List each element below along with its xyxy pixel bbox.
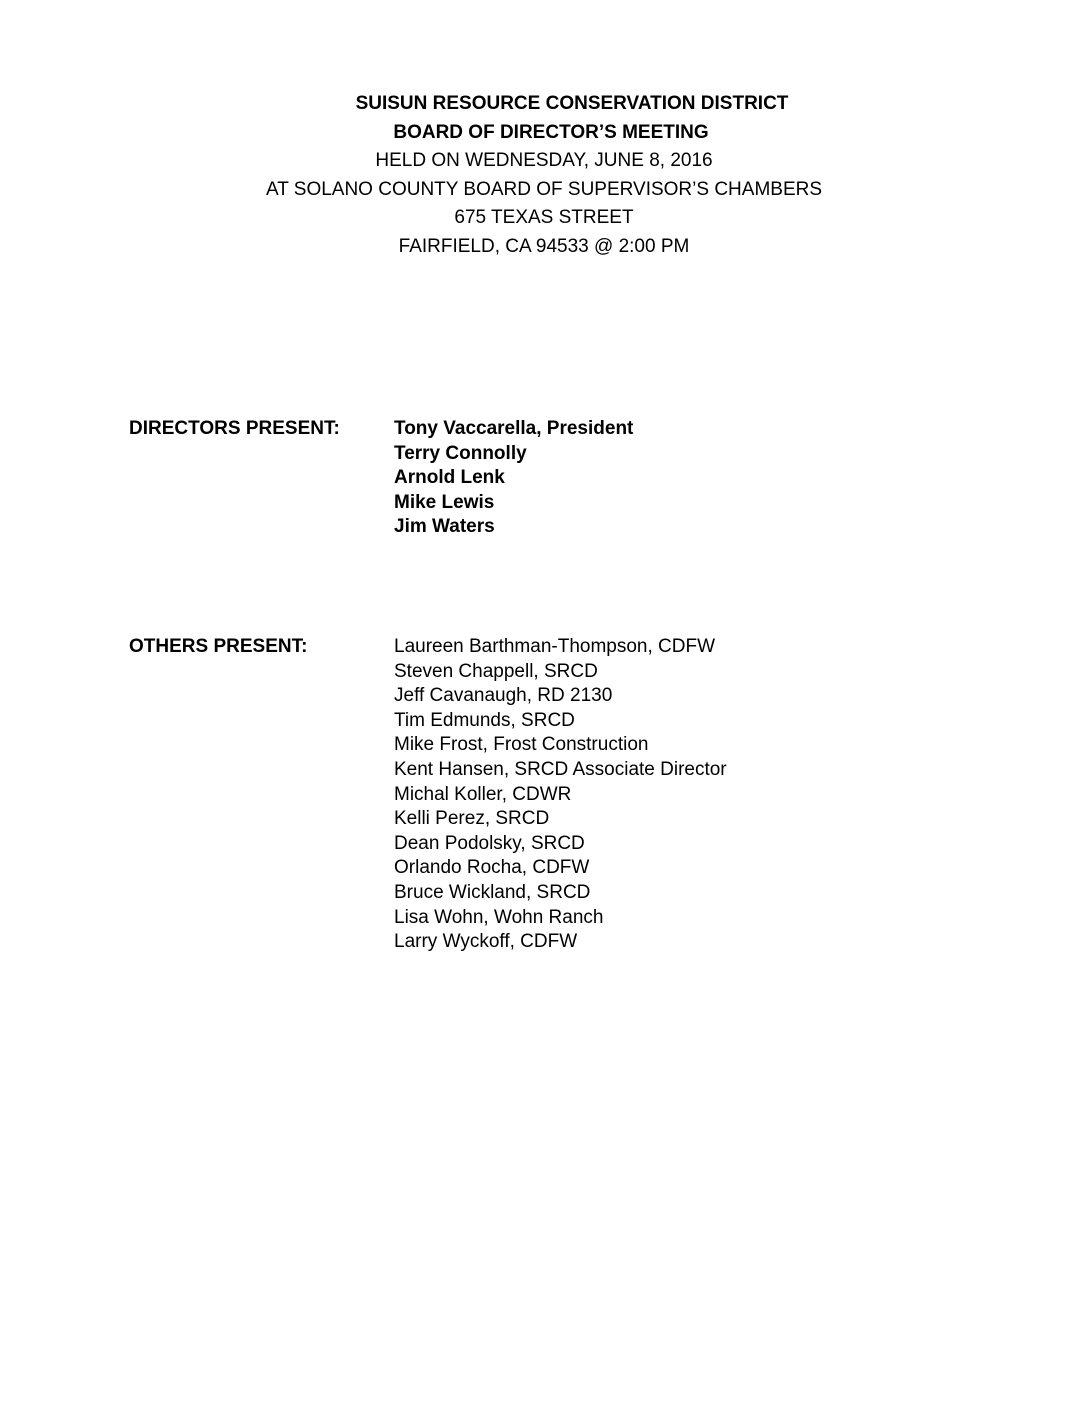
meeting-city-time: FAIRFIELD, CA 94533 @ 2:00 PM xyxy=(398,235,690,257)
organization-title: SUISUN RESOURCE CONSERVATION DISTRICT xyxy=(355,93,789,114)
attendee-name: Dean Podolsky, SRCD xyxy=(394,832,585,854)
director-name: Arnold Lenk xyxy=(394,467,505,489)
attendee-name: Kelli Perez, SRCD xyxy=(394,808,550,830)
attendee-name: Lisa Wohn, Wohn Ranch xyxy=(394,906,604,928)
director-name: Jim Waters xyxy=(394,516,495,538)
attendee-name: Orlando Rocha, CDFW xyxy=(394,857,590,879)
meeting-location: AT SOLANO COUNTY BOARD OF SUPERVISOR’S CHAMBERS xyxy=(265,178,823,200)
directors-list xyxy=(394,417,633,540)
attendee-name: Mike Frost, Frost Construction xyxy=(394,734,649,756)
director-name: Mike Lewis xyxy=(394,491,495,513)
meeting-title: BOARD OF DIRECTOR’S MEETING xyxy=(393,121,709,143)
director-name: Terry Connolly xyxy=(394,442,527,464)
attendee-name: Tim Edmunds, SRCD xyxy=(394,709,575,731)
others-present-label: OTHERS PRESENT: xyxy=(129,636,308,657)
attendee-name: Laureen Barthman-Thompson, CDFW xyxy=(394,636,716,657)
attendee-name: Bruce Wickland, SRCD xyxy=(394,881,591,903)
attendee-name: Larry Wyckoff, CDFW xyxy=(394,931,578,953)
attendee-name: Steven Chappell, SRCD xyxy=(394,660,598,682)
meeting-street: 675 TEXAS STREET xyxy=(454,207,634,228)
others-list xyxy=(394,635,727,955)
attendee-name: Kent Hansen, SRCD Associate Director xyxy=(394,758,727,780)
attendee-name: Jeff Cavanaugh, RD 2130 xyxy=(394,685,613,707)
attendee-name: Michal Koller, CDWR xyxy=(394,783,572,805)
directors-present-label: DIRECTORS PRESENT: xyxy=(129,418,340,439)
meeting-date: HELD ON WEDNESDAY, JUNE 8, 2016 xyxy=(375,150,713,171)
director-name: Tony Vaccarella, President xyxy=(394,418,634,439)
meeting-header xyxy=(0,90,1088,261)
